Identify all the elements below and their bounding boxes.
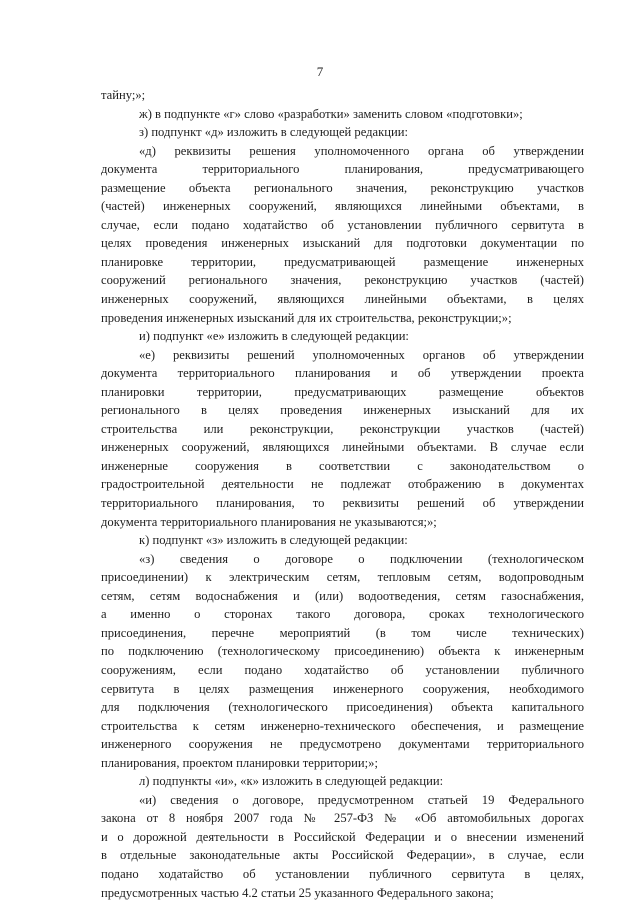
text-line: по подключению (технологическому присоединению) объекта к инженерным (101, 644, 584, 659)
text-line: документа территориального планирования не указываются;»; (101, 514, 437, 529)
text-line: к) подпункт «з» изложить в следующей редакции: (139, 533, 408, 548)
text-line: и) подпункт «е» изложить в следующей редакции: (139, 329, 409, 344)
text-line: (частей) инженерных сооружений, являющихся линейными объектами, в (101, 199, 584, 214)
text-line: документа территориального планирования и об утверждении проекта (101, 366, 584, 381)
text-line: сооружениям, если подано ходатайство об установлении публичного (101, 662, 584, 677)
text-line: инженерных сооружений, являющихся линейными объектами, в целях (101, 292, 584, 307)
text-line: и о дорожной деятельности в Российской Федерации и о внесении изменений (101, 829, 584, 844)
text-line: подано ходатайство об установлении публичного сервитута в целях, (101, 866, 584, 881)
text-line: сетям, сетям водоснабжения и (или) водоотведения, сетям газоснабжения, (101, 588, 584, 603)
text-line: инженерных сооружений, являющихся линейными объектами. В случае если (101, 440, 584, 455)
text-line: инженерного сооружения не предусмотрено документами территориального (101, 737, 584, 752)
text-line: предусмотренных частью 4.2 статьи 25 указанного Федерального закона; (101, 885, 494, 900)
text-line: случае, если подано ходатайство об установлении публичного сервитута в (101, 217, 584, 232)
text-line: л) подпункты «и», «к» изложить в следующей редакции: (139, 774, 444, 789)
document-body (101, 86, 584, 902)
text-line: сервитута в целях размещения инженерного сооружения, необходимого (101, 681, 584, 696)
text-line: регионального в целях проведения инженерных изысканий для их (101, 403, 584, 418)
text-line: проведения инженерных изысканий для их строительства, реконструкции;»; (101, 310, 512, 325)
text-line: «и) сведения о договоре, предусмотренном статьей 19 Федерального (139, 792, 584, 807)
text-line: для подключения (технологического присоединения) объекта капитального (101, 700, 584, 715)
text-line: в отдельные законодательные акты Российской Федерации», в случае, если (101, 848, 584, 863)
text-line: целях проведения инженерных изысканий для подготовки документации по (101, 236, 584, 251)
text-line: документа территориального планирования, предусматривающего (101, 162, 584, 177)
text-line: присоединении) к электрическим сетям, тепловым сетям, водопроводным (101, 570, 584, 585)
text-line: планировке территории, предусматривающей размещение инженерных (101, 254, 584, 269)
text-line: строительства к сетям инженерно-технического обеспечения, и размещение (101, 718, 584, 733)
text-line: строительства или реконструкции, реконструкции участков (частей) (101, 421, 584, 436)
text-line: «з) сведения о договоре о подключении (технологическом (139, 551, 584, 566)
text-line: «е) реквизиты решений уполномоченных органов об утверждении (139, 347, 584, 362)
text-line: инженерные сооружения в соответствии с законодательством о (101, 458, 584, 473)
text-line: сооружений регионального значения, реконструкцию участков (частей) (101, 273, 584, 288)
text-line: «д) реквизиты решения уполномоченного органа об утверждении (139, 143, 584, 158)
text-line: а именно о сторонах такого договора, сроках технологического (101, 607, 584, 622)
text-line: ж) в подпункте «г» слово «разработки» заменить словом «подготовки»; (139, 106, 523, 121)
text-line: планирования, проектом планировки территории;»; (101, 755, 378, 770)
text-line: территориального планирования, то реквизиты решений об утверждении (101, 496, 584, 511)
text-line: градостроительной деятельности не подлежат отображению в документах (101, 477, 584, 492)
text-line: планировки территории, предусматривающих размещение объектов (101, 384, 584, 399)
page-number: 7 (316, 64, 324, 79)
text-line: закона от 8 ноября 2007 года № 257-ФЗ № «Об автомобильных дорогах (101, 811, 584, 826)
text-line: тайну;»; (101, 88, 146, 102)
text-line: присоединения, перечне мероприятий (в том числе технических) (101, 625, 584, 640)
text-line: размещение объекта регионального значения, реконструкцию участков (101, 180, 584, 195)
text-line: з) подпункт «д» изложить в следующей редакции: (139, 125, 408, 140)
